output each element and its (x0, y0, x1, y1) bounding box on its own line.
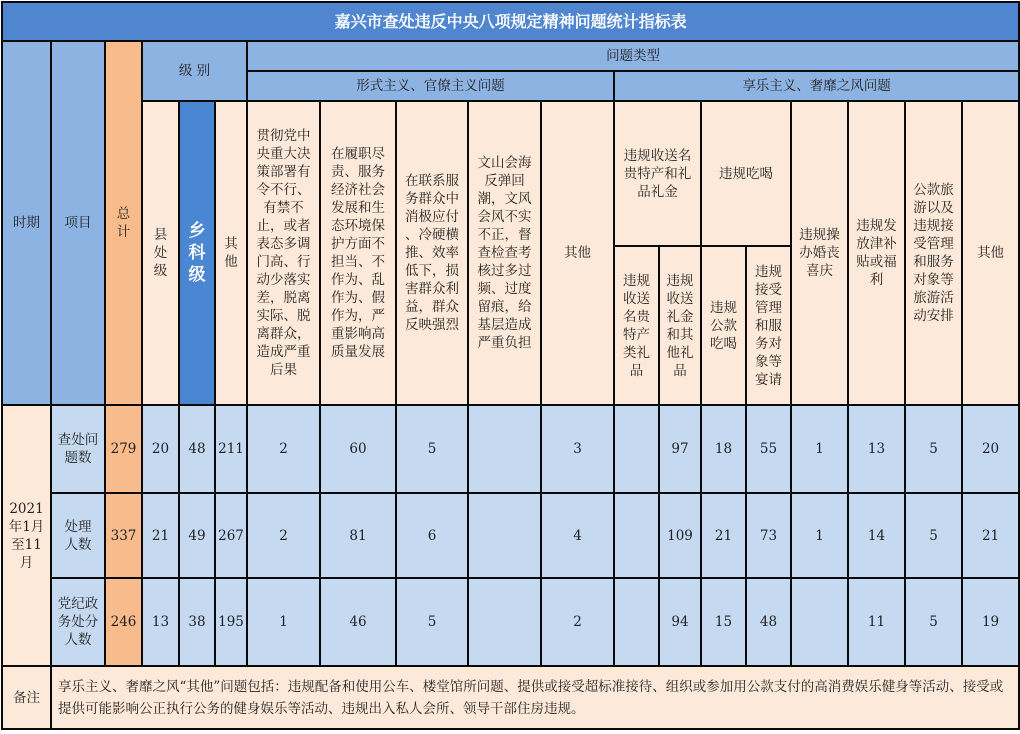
value-cell: 55 (746, 405, 791, 493)
header-hedonism: 享乐主义、奢靡之风问题 (614, 71, 1019, 101)
value-cell: 21 (701, 493, 746, 578)
value-cell: 2 (541, 578, 614, 666)
header-formalism-other: 其他 (541, 101, 614, 405)
header-formalism-3: 在联系服 务群众中 消极应付 、冷硬横 推、效率 低下，损 害群众利 益，群众 反映强烈 (396, 101, 468, 405)
total-value-cell: 246 (105, 578, 142, 666)
header-level-other: 其 他 (215, 101, 247, 405)
value-cell: 73 (746, 493, 791, 578)
value-cell (614, 405, 659, 493)
header-level: 级 别 (142, 41, 247, 101)
value-cell: 2 (247, 405, 320, 493)
header-township-level: 乡 科 级 (179, 101, 215, 405)
value-cell: 94 (659, 578, 701, 666)
value-cell: 1 (791, 405, 848, 493)
value-cell: 195 (215, 578, 247, 666)
header-gifts: 违规收送名 贵特产和礼 品礼金 (614, 101, 701, 246)
value-cell: 5 (396, 578, 468, 666)
period-cell: 2021 年1月 至11 月 (2, 405, 51, 666)
header-dining-public-funds: 违规 公款 吃喝 (701, 246, 746, 405)
table-row (2, 493, 1019, 578)
value-cell: 2 (247, 493, 320, 578)
total-value-cell: 279 (105, 405, 142, 493)
header-period: 时期 (2, 41, 51, 405)
table-title: 嘉兴市查处违反中央八项规定精神问题统计指标表 (2, 2, 1019, 41)
value-cell: 48 (179, 405, 215, 493)
value-cell: 267 (215, 493, 247, 578)
value-cell: 3 (541, 405, 614, 493)
header-formalism: 形式主义、官僚主义问题 (247, 71, 614, 101)
header-hedonism-other: 其他 (962, 101, 1019, 405)
value-cell: 18 (701, 405, 746, 493)
value-cell: 5 (905, 493, 962, 578)
header-formalism-4: 文山会海 反弹回 潮，文风 会风不实 不正，督 查检查考 核过多过 频、过度 留痕，给 基层造成 严重负担 (468, 101, 541, 405)
value-cell: 60 (320, 405, 396, 493)
note-text: 享乐主义、奢靡之风“其他”问题包括：违规配备和使用公车、楼堂馆所问题、提供或接受超标准接待、组织或参加用公款支付的高消费娱乐健身等活动、接受或提供可能影响公正执行公务的健身娱乐等活动、违规出入私人会所、领导干部住房违规。 (51, 666, 1019, 729)
value-cell: 20 (142, 405, 179, 493)
total-value-cell: 337 (105, 493, 142, 578)
value-cell: 13 (142, 578, 179, 666)
row-item-label: 查处问 题数 (51, 405, 105, 493)
value-cell: 6 (396, 493, 468, 578)
value-cell: 1 (247, 578, 320, 666)
value-cell (614, 493, 659, 578)
row-item-label: 处理 人数 (51, 493, 105, 578)
header-total: 总 计 (105, 41, 142, 405)
data-rows (2, 405, 1019, 666)
value-cell: 49 (179, 493, 215, 578)
value-cell: 38 (179, 578, 215, 666)
value-cell: 1 (791, 493, 848, 578)
value-cell: 19 (962, 578, 1019, 666)
value-cell: 14 (848, 493, 905, 578)
header-dining-banquets: 违规 接受 管理 和服 务对 象等 宴请 (746, 246, 791, 405)
value-cell: 4 (541, 493, 614, 578)
table-row (2, 405, 1019, 493)
value-cell: 20 (962, 405, 1019, 493)
value-cell: 81 (320, 493, 396, 578)
header-formalism-1: 贯彻党中 央重大决 策部署有 令不行、 有禁不 止，或者 表态多调 门高、行 动少落实 差，脱离 实际、脱 离群众， 造成严重 后果 (247, 101, 320, 405)
value-cell: 5 (905, 405, 962, 493)
value-cell (468, 493, 541, 578)
statistics-table (1, 1, 1020, 730)
header-county-level: 县 处 级 (142, 101, 179, 405)
row-item-label: 党纪政 务处分 人数 (51, 578, 105, 666)
value-cell (468, 405, 541, 493)
value-cell: 97 (659, 405, 701, 493)
header-allowances: 违规发 放津补 贴或福 利 (848, 101, 905, 405)
header-formalism-2: 在履职尽 责、服务 经济社会 发展和生 态环境保 护方面不 担当、不 作为、乱 作为、假 作为，严 重影响高 质量发展 (320, 101, 396, 405)
value-cell (791, 578, 848, 666)
header-travel: 公款旅 游以及 违规接 受管理 和服务 对象等 旅游活 动安排 (905, 101, 962, 405)
value-cell: 46 (320, 578, 396, 666)
table-row (2, 578, 1019, 666)
value-cell (614, 578, 659, 666)
header-gifts-specialty: 违规 收送 名贵 特产 类礼 品 (614, 246, 659, 405)
value-cell: 211 (215, 405, 247, 493)
value-cell: 48 (746, 578, 791, 666)
value-cell: 15 (701, 578, 746, 666)
header-gifts-cash: 违规 收送 礼金 和其 他礼 品 (659, 246, 701, 405)
value-cell: 109 (659, 493, 701, 578)
value-cell: 13 (848, 405, 905, 493)
value-cell: 11 (848, 578, 905, 666)
note-label: 备注 (2, 666, 51, 729)
value-cell: 5 (905, 578, 962, 666)
header-problem-type: 问题类型 (247, 41, 1019, 71)
value-cell (468, 578, 541, 666)
header-dining: 违规吃喝 (701, 101, 791, 246)
value-cell: 21 (142, 493, 179, 578)
value-cell: 5 (396, 405, 468, 493)
value-cell: 21 (962, 493, 1019, 578)
header-item: 项目 (51, 41, 105, 405)
header-weddings: 违规操 办婚丧 喜庆 (791, 101, 848, 405)
